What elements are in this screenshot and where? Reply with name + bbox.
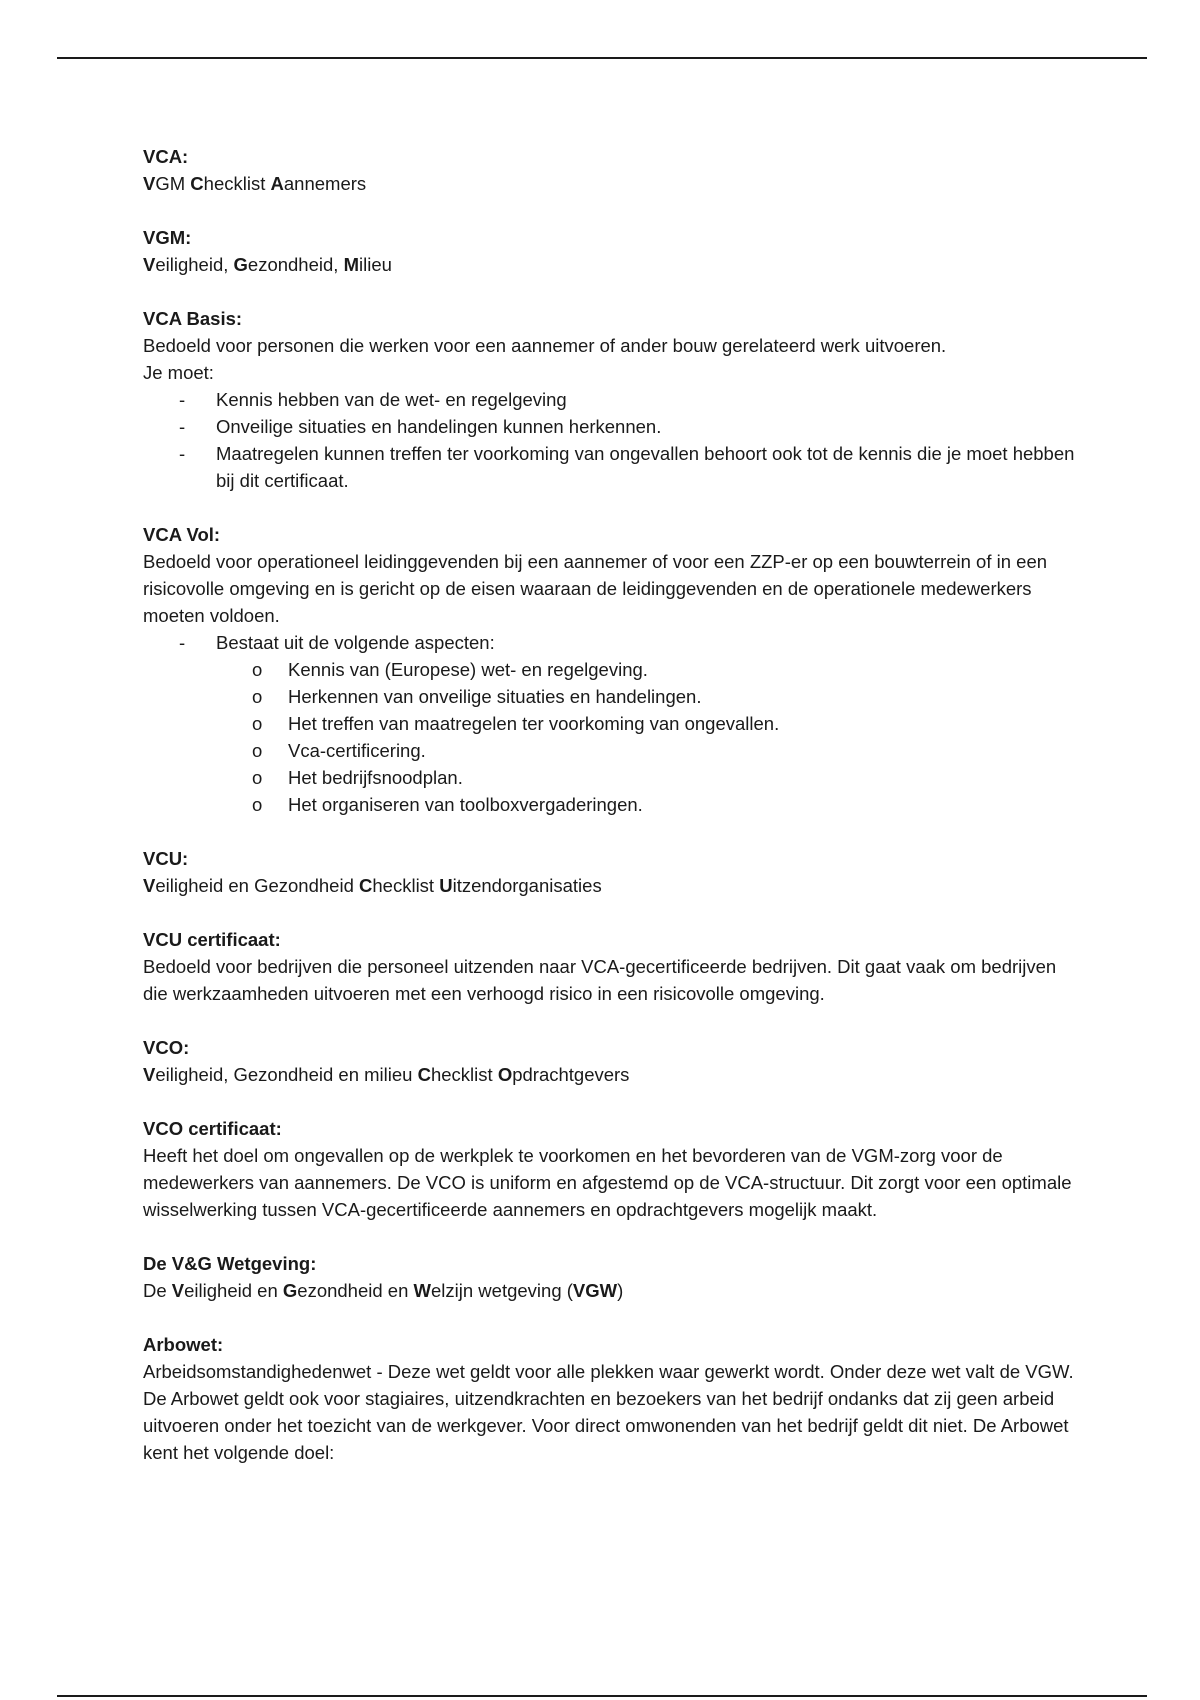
acronym-letter: G [233,254,248,275]
sub-list-item: o Het treffen van maatregelen ter voorkoming van ongevallen. [288,710,1083,737]
sub-bullet-list [216,656,1083,818]
heading-vcu-certificaat: VCU certificaat: [143,929,281,950]
heading-vco: VCO: [143,1037,190,1058]
list-item: - Kennis hebben van de wet- en regelgeving [216,386,1083,413]
section-vca-vol [143,521,1083,818]
footer-rule [57,1695,1147,1697]
acronym-letter: V [143,173,156,194]
paragraph: Heeft het doel om ongevallen op de werkplek te voorkomen en het bevorderen van de VGM-zorg voor de medewerkers van aannemers. De VCO is uniform en afgestemd op de VCA-structuur. Dit zorgt voor een optimale wisselwerking tussen VCA-gecertificeerde aannemers en opdrachtgevers mogelijk maakt. [143,1145,1072,1220]
acronym-letter: V [143,254,156,275]
section-vcu [143,845,1083,899]
acronym-letter: V [171,1280,185,1301]
definition-vcu: Veiligheid en Gezondheid Checklist Uitzendorganisaties [143,875,602,896]
heading-vgm: VGM: [143,227,192,248]
acronym-letter: A [270,173,284,194]
paragraph: Bedoeld voor bedrijven die personeel uitzenden naar VCA-gecertificeerde bedrijven. Dit gaat vaak om bedrijven die werkzaamheden uitvoeren met een verhoogd risico in een risicovolle omgeving. [143,956,1057,1004]
acronym-letter: V [143,1064,156,1085]
definition-vgw: De Veiligheid en Gezondheid en Welzijn wetgeving (VGW) [143,1280,624,1301]
section-vca [143,143,1083,197]
acronym-letter: O [497,1064,513,1085]
sub-list-item: o Herkennen van onveilige situaties en handelingen. [288,683,1083,710]
sub-list-item: o Vca-certificering. [288,737,1083,764]
heading-arbowet: Arbowet: [143,1334,224,1355]
acronym-letter: G [282,1280,298,1301]
heading-vco-certificaat: VCO certificaat: [143,1118,282,1139]
section-vcu-certificaat [143,926,1083,1007]
acronym-letter: W [413,1280,431,1301]
sub-list-item: o Het bedrijfsnoodplan. [288,764,1083,791]
list-item [216,629,1083,818]
acronym-letter: C [190,173,204,194]
definition-vca: VGM Checklist Aannemers [143,173,367,194]
document-body [143,143,1083,1493]
bullet-list [143,629,1083,818]
acronym-letter: V [143,875,156,896]
heading-vca-vol: VCA Vol: [143,524,221,545]
heading-vca-basis: VCA Basis: [143,308,243,329]
section-vca-basis [143,305,1083,494]
definition-vco: Veiligheid, Gezondheid en milieu Checklist Opdrachtgevers [143,1064,630,1085]
acronym-letter: C [417,1064,431,1085]
heading-vca: VCA: [143,146,189,167]
sub-list-item: o Het organiseren van toolboxvergaderingen. [288,791,1083,818]
acronym-letter: C [359,875,373,896]
bullet-list [143,386,1083,494]
acronym-letter: VGW [572,1280,618,1301]
definition-vgm: Veiligheid, Gezondheid, Milieu [143,254,392,275]
section-arbowet [143,1331,1083,1466]
paragraph: Arbeidsomstandighedenwet - Deze wet geldt voor alle plekken waar gewerkt wordt. Onder deze wet valt de VGW. De Arbowet geldt ook voor stagiaires, uitzendkrachten en bezoekers van het bedrijf ondanks dat zij geen arbeid uitvoeren onder het toezicht van de werkgever. Voor direct omwonenden van het bedrijf geldt dit niet. De Arbowet kent het volgende doel: [143,1361,1074,1463]
acronym-letter: U [439,875,453,896]
list-item-text: Bestaat uit de volgende aspecten: [216,632,495,653]
list-item: - Onveilige situaties en handelingen kunnen herkennen. [216,413,1083,440]
paragraph: Je moet: [143,362,214,383]
paragraph: Bedoeld voor personen die werken voor een aannemer of ander bouw gerelateerd werk uitvoeren. [143,335,947,356]
list-item: - Maatregelen kunnen treffen ter voorkoming van ongevallen behoort ook tot de kennis die je moet hebben bij dit certificaat. [216,440,1083,494]
section-vg-wetgeving [143,1250,1083,1304]
section-vco [143,1034,1083,1088]
paragraph: Bedoeld voor operationeel leidinggevenden bij een aannemer of voor een ZZP-er op een bouwterrein of in een risicovolle omgeving en is gericht op de eisen waaraan de leidinggevenden en de operationele medewerkers moeten voldoen. [143,551,1048,626]
acronym-letter: M [343,254,359,275]
section-vco-certificaat [143,1115,1083,1223]
heading-vg-wetgeving: De V&G Wetgeving: [143,1253,317,1274]
heading-vcu: VCU: [143,848,189,869]
section-vgm [143,224,1083,278]
header-rule [57,57,1147,59]
sub-list-item: o Kennis van (Europese) wet- en regelgeving. [288,656,1083,683]
